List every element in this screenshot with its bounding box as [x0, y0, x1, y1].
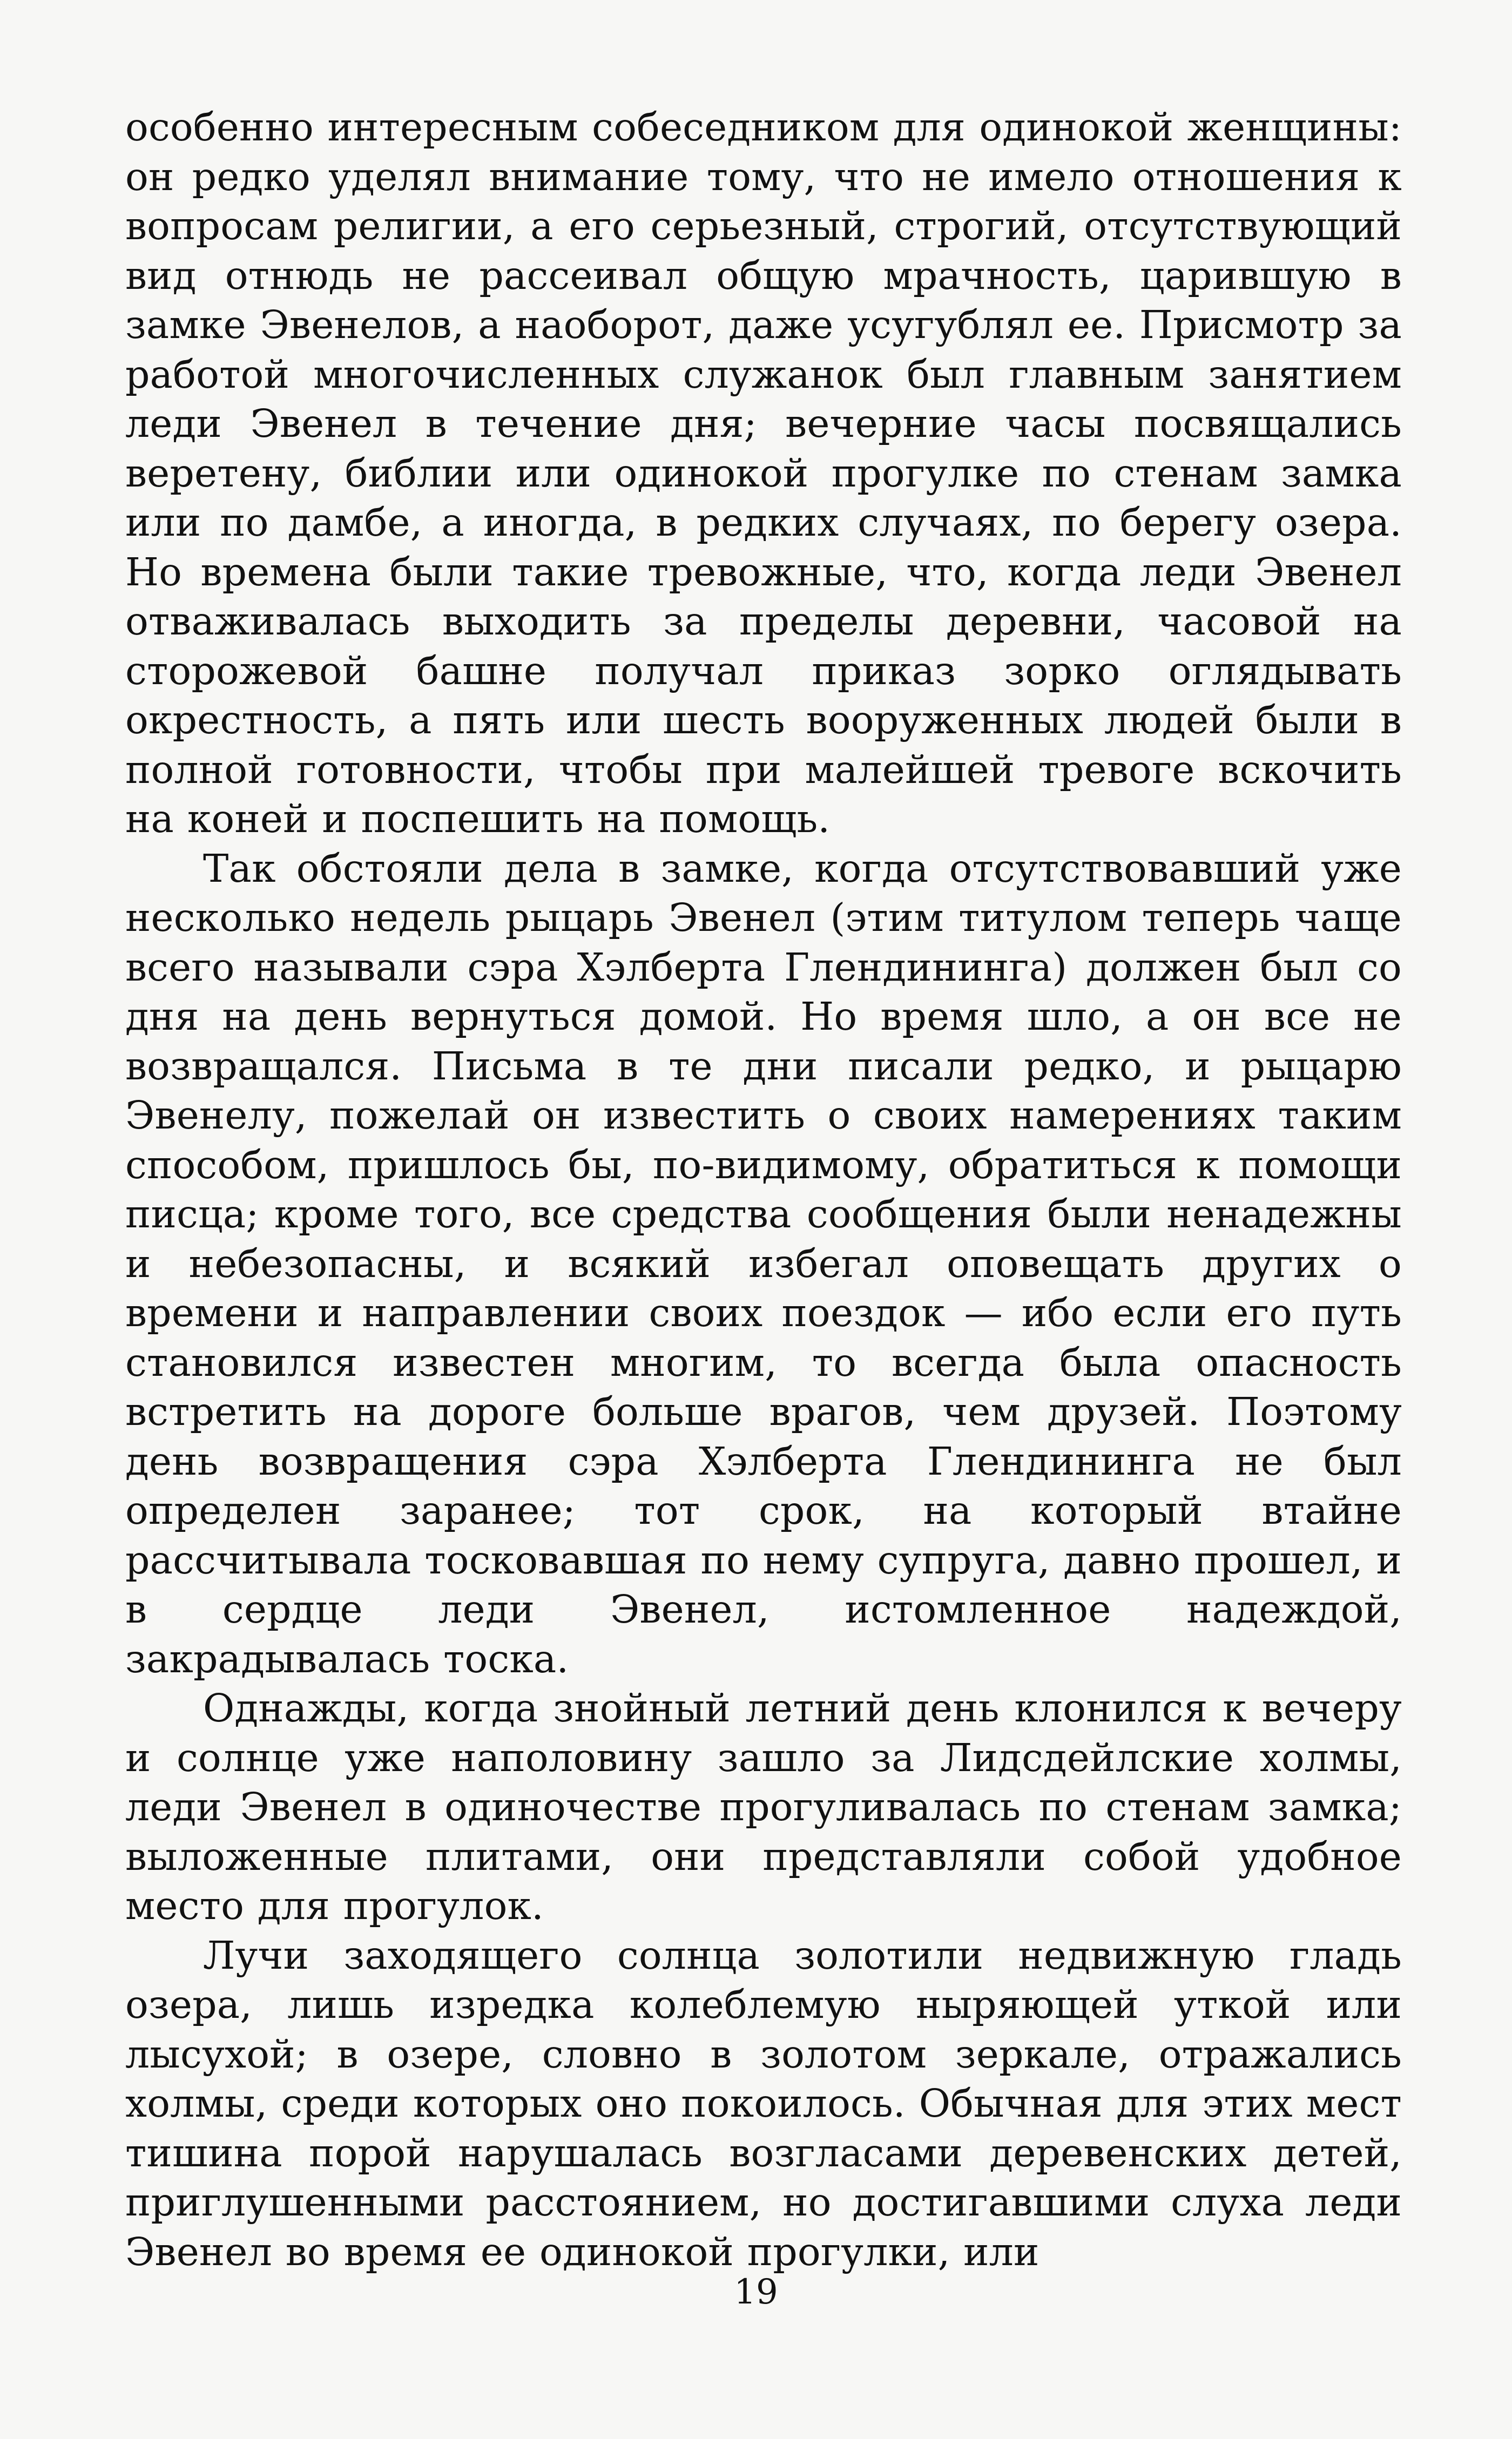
- page-number: 19: [734, 2272, 778, 2312]
- paragraph-2: Так обстояли дела в замке, когда отсутствовавший уже несколько недель рыцарь Эвенел (этим титулом теперь чаще всего называли сэра Хэлберта Глендининга) должен был со дня на день вернуться домой. Но время шло, а он все не возвращался. Письма в те дни писали редко, и рыцарю Эвенелу, пожелай он известить о своих намерениях таким способом, пришлось бы, по-видимому, обратиться к помощи писца; кроме того, все средства сообщения были ненадежны и небезопасны, и всякий избегал оповещать других о времени и направлении своих поездок — ибо если его путь становился известен многим, то всегда была опасность встретить на дороге больше врагов, чем друзей. Поэтому день возвращения сэра Хэлберта Глендининга не был определен заранее; тот срок, на который втайне рассчитывала тосковавшая по нему супруга, давно прошел, и в сердце леди Эвенел, истомленное надеждой, закрадывалась тоска.: [125, 846, 1402, 1681]
- paragraph-3: Однажды, когда знойный летний день клонился к вечеру и солнце уже наполовину зашло за Лидсдейлские холмы, леди Эвенел в одиночестве прогуливалась по стенам замка; выложенные плитами, они представляли собой удобное место для прогулок.: [125, 1686, 1402, 1928]
- paragraph-4: Лучи заходящего солнца золотили недвижную гладь озера, лишь изредка колеблемую ныряющей уткой или лысухой; в озере, словно в золотом зеркале, отражались холмы, среди которых оно покоилось. Обычная для этих мест тишина порой нарушалась возгласами деревенских детей, приглушенными расстоянием, но достигавшими слуха леди Эвенел во время ее одинокой прогулки, или: [125, 1933, 1402, 2274]
- book-page: [125, 103, 1402, 2276]
- paragraph-1: особенно интересным собеседником для одинокой женщины: он редко уделял внимание тому, что не имело отношения к вопросам религии, а его серьезный, строгий, отсутствующий вид отнюдь не рассеивал общую мрачность, царившую в замке Эвенелов, а наоборот, даже усугублял ее. Присмотр за работой многочисленных служанок был главным занятием леди Эвенел в течение дня; вечерние часы посвящались веретену, библии или одинокой прогулке по стенам замка или по дамбе, а иногда, в редких случаях, по берегу озера. Но времена были такие тревожные, что, когда леди Эвенел отваживалась выходить за пределы деревни, часовой на сторожевой башне получал приказ зорко оглядывать окрестность, а пять или шесть вооруженных людей были в полной готовности, чтобы при малейшей тревоге вскочить на коней и поспешить на помощь.: [125, 105, 1402, 841]
